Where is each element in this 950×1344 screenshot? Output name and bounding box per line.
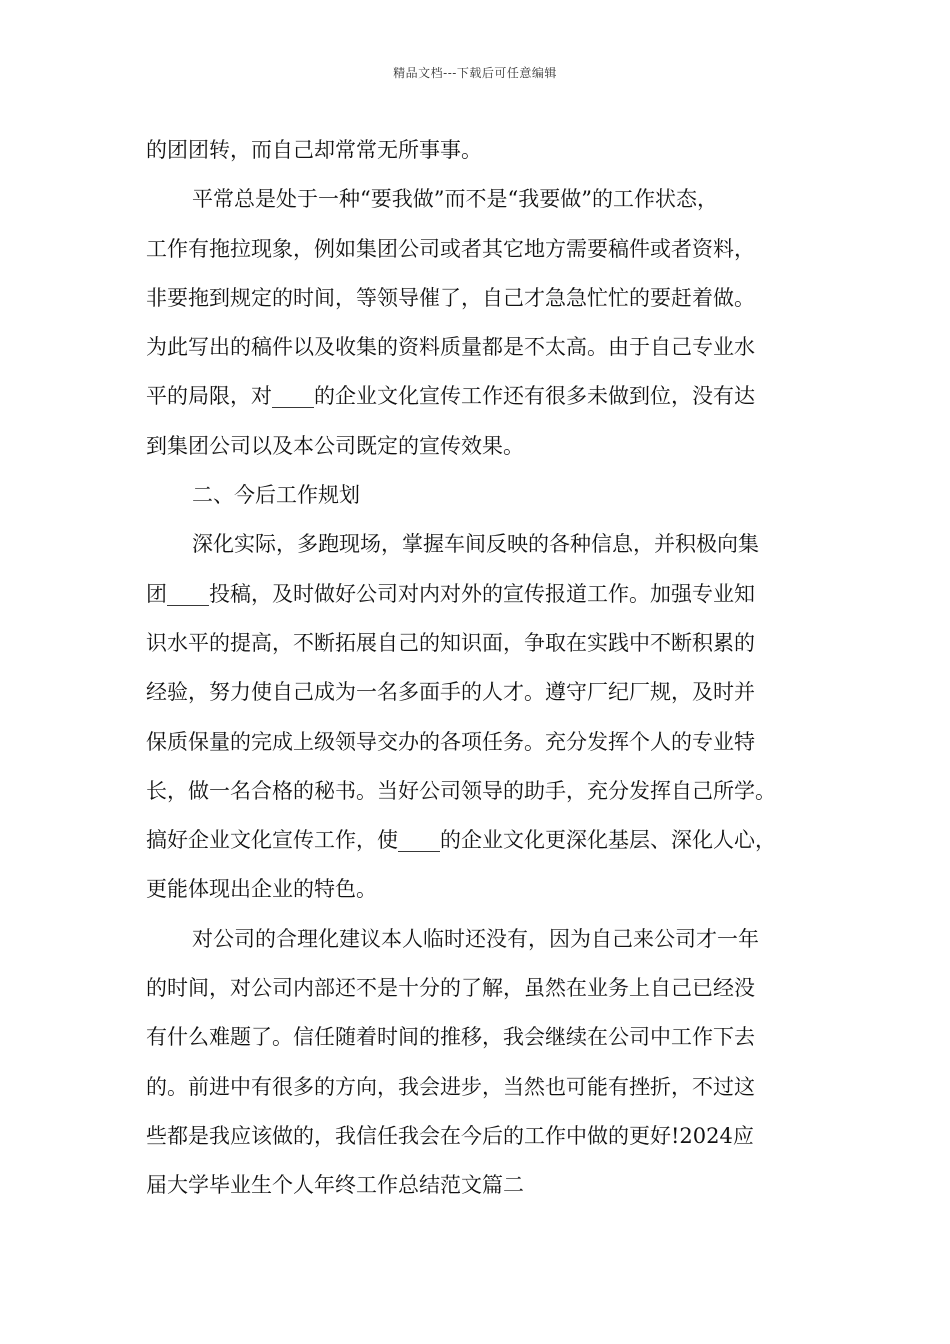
section-heading: 二、今后工作规划 <box>192 483 360 508</box>
text-line-7: 到集团公司以及本公司既定的宣传效果。 <box>146 433 524 458</box>
text-line-19: 有什么难题了。信任随着时间的推移，我会继续在公司中工作下去 <box>146 1025 755 1050</box>
text-line-12: 经验，努力使自己成为一名多面手的人才。遵守厂纪厂规，及时并 <box>146 680 755 705</box>
page-header: 精品文档---下载后可任意编辑 <box>393 66 557 80</box>
text-line-9: 深化实际，多跑现场，掌握车间反映的各种信息，并积极向集 <box>192 532 759 557</box>
text-line-13: 保质保量的完成上级领导交办的各项任务。充分发挥个人的专业特 <box>146 729 755 754</box>
text-line-14: 长，做一名合格的秘书。当好公司领导的助手，充分发挥自己所学。 <box>146 778 776 803</box>
text-line-5: 为此写出的稿件以及收集的资料质量都是不太高。由于自己专业水 <box>146 335 755 360</box>
text-line-11: 识水平的提高，不断拓展自己的知识面，争取在实践中不断积累的 <box>146 630 755 655</box>
text-line-16: 更能体现出企业的特色。 <box>146 877 377 902</box>
text-line-15: 搞好企业文化宣传工作，使____的企业文化更深化基层、深化人心， <box>146 828 776 853</box>
text-line-3: 工作有拖拉现象，例如集团公司或者其它地方需要稿件或者资料， <box>146 236 755 261</box>
document-body <box>146 126 806 1211</box>
text-line-1: 的团团转，而自己却常常无所事事。 <box>146 138 482 162</box>
text-line-21: 些都是我应该做的，我信任我会在今后的工作中做的更好!2024应 <box>146 1123 754 1148</box>
text-line-10: 团____投稿，及时做好公司对内对外的宣传报道工作。加强专业知 <box>146 581 755 606</box>
text-line-2: 平常总是处于一种“要我做”而不是“我要做”的工作状态， <box>192 187 718 212</box>
text-line-20: 的。前进中有很多的方向，我会进步，当然也可能有挫折，不过这 <box>146 1074 755 1099</box>
text-line-18: 的时间，对公司内部还不是十分的了解，虽然在业务上自己已经没 <box>146 976 755 1001</box>
text-line-17: 对公司的合理化建议本人临时还没有，因为自己来公司才一年 <box>192 926 759 951</box>
text-line-6: 平的局限，对____的企业文化宣传工作还有很多未做到位，没有达 <box>146 384 755 409</box>
text-line-22: 届大学毕业生个人年终工作总结范文篇二 <box>146 1173 524 1198</box>
text-line-4: 非要拖到规定的时间，等领导催了，自己才急急忙忙的要赶着做。 <box>146 285 755 310</box>
